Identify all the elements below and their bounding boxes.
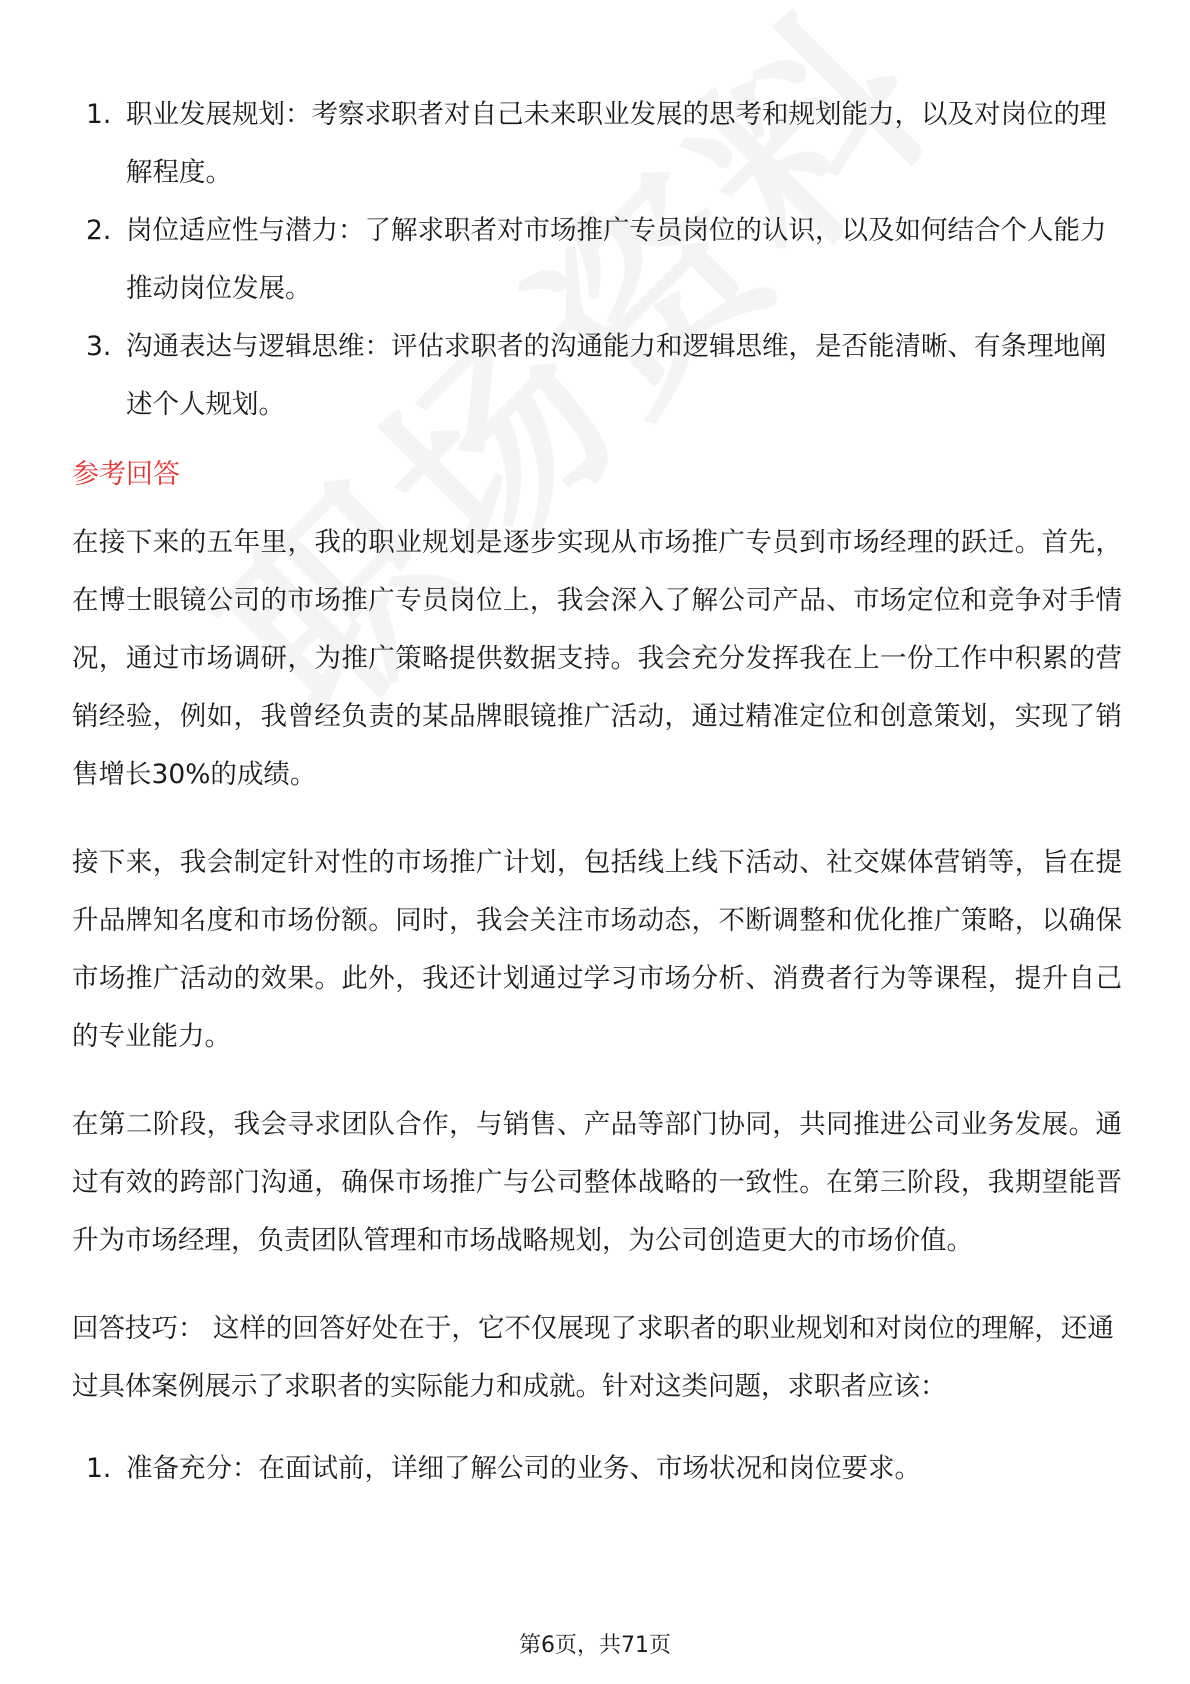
advice-list	[72, 1440, 1122, 1498]
list-number: 1.	[86, 99, 112, 130]
list-number: 2.	[86, 215, 112, 246]
answer-paragraph: 接下来，我会制定针对性的市场推广计划，包括线上线下活动、社交媒体营销等，旨在提升品牌知名度和市场份额。同时，我会关注市场动态，不断调整和优化推广策略，以确保市场推广活动的效果。此外，我还计划通过学习市场分析、消费者行为等课程，提升自己的专业能力。	[72, 847, 1122, 1052]
list-item	[72, 318, 1122, 434]
section-title: 参考回答	[72, 459, 180, 490]
answer-paragraph: 在第二阶段，我会寻求团队合作，与销售、产品等部门协同，共同推进公司业务发展。通过有效的跨部门沟通，确保市场推广与公司整体战略的一致性。在第三阶段，我期望能晋升为市场经理，负责团队管理和市场战略规划，为公司创造更大的市场价值。	[72, 1109, 1122, 1256]
list-item-text: 准备充分：在面试前，详细了解公司的业务、市场状况和岗位要求。	[126, 1453, 921, 1484]
list-item	[72, 86, 1122, 202]
list-number: 1.	[86, 1453, 112, 1484]
list-item-text: 沟通表达与逻辑思维：评估求职者的沟通能力和逻辑思维，是否能清晰、有条理地阐述个人规划。	[126, 331, 1107, 420]
document-body	[72, 86, 1122, 1498]
list-item-text: 岗位适应性与潜力：了解求职者对市场推广专员岗位的认识，以及如何结合个人能力推动岗位发展。	[126, 215, 1107, 304]
list-number: 3.	[86, 331, 112, 362]
list-item	[72, 1440, 1122, 1498]
answer-tips: 回答技巧： 这样的回答好处在于，它不仅展现了求职者的职业规划和对岗位的理解，还通过具体案例展示了求职者的实际能力和成就。针对这类问题，求职者应该：	[72, 1313, 1114, 1402]
page-number: 第6页，共71页	[519, 1633, 671, 1658]
evaluation-points-list	[72, 86, 1122, 434]
list-item	[72, 202, 1122, 318]
answer-paragraph: 在接下来的五年里，我的职业规划是逐步实现从市场推广专员到市场经理的跃迁。首先，在博士眼镜公司的市场推广专员岗位上，我会深入了解公司产品、市场定位和竞争对手情况，通过市场调研，为推广策略提供数据支持。我会充分发挥我在上一份工作中积累的营销经验，例如，我曾经负责的某品牌眼镜推广活动，通过精准定位和创意策划，实现了销售增长30%的成绩。	[72, 527, 1122, 790]
list-item-text: 职业发展规划：考察求职者对自己未来职业发展的思考和规划能力，以及对岗位的理解程度。	[126, 99, 1107, 188]
